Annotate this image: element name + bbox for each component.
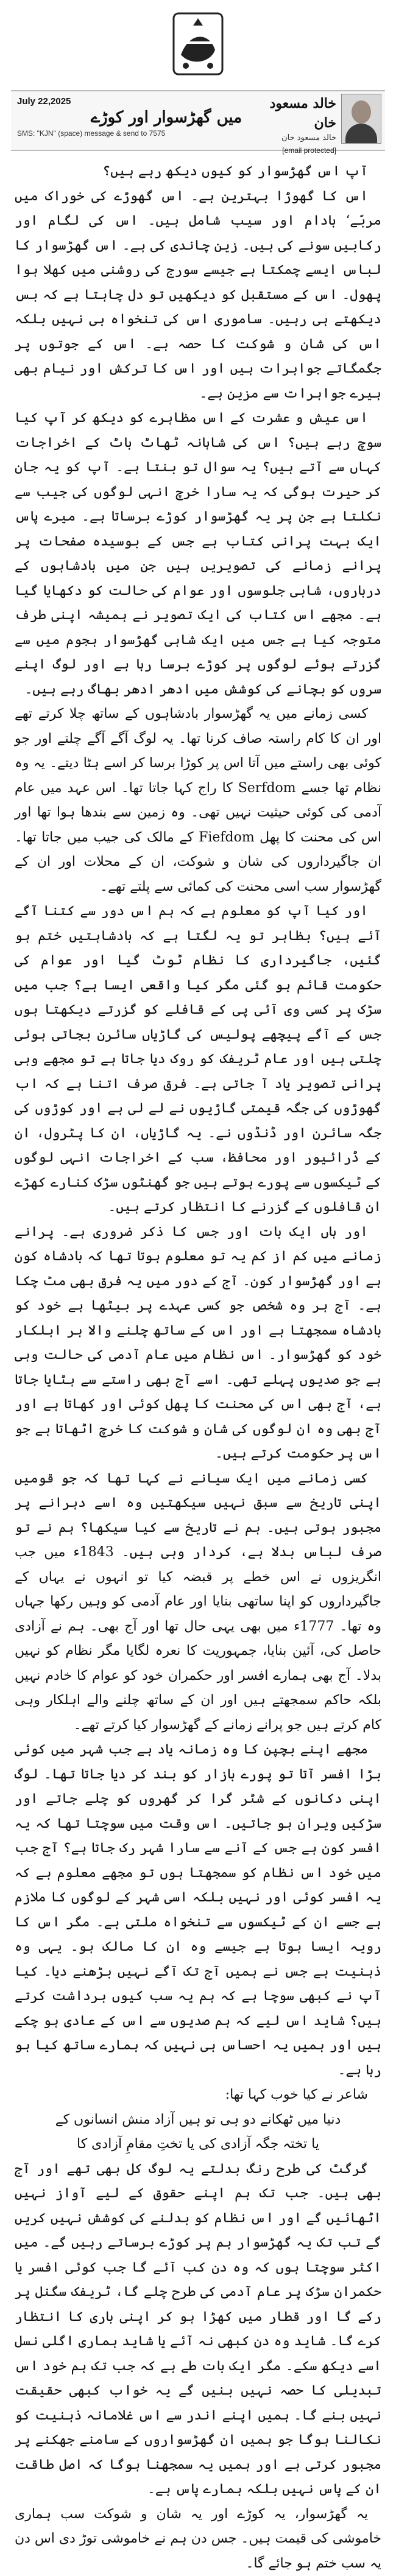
poem-verse-line: یا تختہ جگہ آزادی کی یا تختِ مقامِ آزادی کا <box>15 2132 381 2157</box>
article-paragraph: اور ہاں ایک بات اور جس کا ذکر ضروری ہے۔ پرانے زمانے میں کم از کم یہ تو معلوم ہوتا تھا کہ بادشاہ کون ہے اور گھڑسوار کون۔ آج کے دور میں یہ فرق بھی مٹ چکا ہے۔ آج ہر وہ شخص جو کسی عہدے پر بیٹھا ہے خود کو بادشاہ سمجھتا ہے اور اس کے ساتھ چلنے والا ہر اہلکار خود کو گھڑسوار۔ اس نظام میں عام آدمی کی حالت وہی ہے جو صدیوں پہلے تھی۔ اسے آج بھی راستے سے ہٹایا جاتا ہے، آج بھی اس کی محنت کا پھل کوئی اور کھاتا ہے اور آج بھی وہ ان لوگوں کی شان و شوکت کا خرچ اٹھاتا ہے جو اس پر حکومت کرتے ہیں۔ <box>15 1220 381 1467</box>
poem-verse-line: دنیا میں ٹھکانے دو ہی تو ہیں آزاد منش انسانوں کے <box>15 2108 381 2133</box>
article-paragraph: آپ اس گھڑسوار کو کیوں دیکھ رہے ہیں؟ <box>15 160 381 184</box>
article-paragraph: یہ گھڑسوار، یہ کوڑے اور یہ شان و شوکت سب ہماری خاموشی کی قیمت ہیں۔ جس دن ہم نے خاموشی توڑ دی اس دن یہ سب ختم ہو جائے گا۔ <box>15 2502 381 2576</box>
publish-date: July 22,2025 <box>17 96 71 107</box>
article-paragraph: کسی زمانے میں یہ گھڑسوار بادشاہوں کے ساتھ چلا کرتے تھے اور ان کا کام راستہ صاف کرنا تھا۔ یہ لوگ آگے آگے چلتے اور جو کوئی بھی راستے میں آتا اس پر کوڑا برسا کر اسے ہٹا دیتے۔ یہ وہ نظام تھا جسے Serfdom کا راج کہا جاتا تھا۔ اس عہد میں عام آدمی کی کوئی حیثیت نہیں تھی۔ وہ زمین سے بندھا ہوا تھا اور اس کی محنت کا پھل Fiefdom کے مالک کی جیب میں جاتا تھا۔ ان جاگیرداروں کی شان و شوکت، ان کے محلات اور ان کے گھڑسوار سب اسی محنت کی کمائی سے پلتے تھے۔ <box>15 702 381 899</box>
article-paragraph: اس کا گھوڑا بہترین ہے۔ اس گھوڑے کی خوراک میں مربّے‘ بادام اور سیب شامل ہیں۔ اس کی لگام اور رکابیں سونے کی ہیں۔ زین چاندی کی ہے۔ اس گھڑسوار کا لباس ایسے چمکتا ہے جیسے سورج کی روشنی میں کھلا ہوا پھول۔ اس کے مستقبل کو دیکھیں تو دل چاہتا ہے کہ بس دیکھتے ہی رہیں۔ ساموری اس کی تنخواہ ہی نہیں بلکہ اس کی شان و شوکت کا حصہ ہے۔ اس کے جوتوں پر جگمگاتے جواہرات ہیں اور اس کا ترکش اور نیام بھی ہیرے جواہرات سے مزین ہے۔ <box>15 184 381 407</box>
column-title: میں گھڑسوار اور کوڑے <box>90 108 242 127</box>
author-photo <box>341 94 381 144</box>
author-name: خالد مسعود خان <box>247 94 336 133</box>
author-meta <box>247 94 336 155</box>
article-paragraph: مجھے اپنے بچپن کا وہ زمانہ یاد ہے جب شہر میں کوئی بڑا افسر آتا تو پورے بازار کو بند کر دیا جاتا تھا۔ لوگ اپنی دکانوں کے شٹر گرا کر گھروں کو چلے جاتے اور سڑکیں ویران ہو جاتیں۔ اس وقت میں سوچتا تھا کہ یہ افسر کون ہے جس کے آنے سے سارا شہر رک جاتا ہے؟ آج جب میں خود اس نظام کو سمجھتا ہوں تو مجھے معلوم ہے کہ یہ افسر کوئی اور نہیں بلکہ اسی شہر کے لوگوں کا ملازم ہے جسے ان کے ٹیکسوں سے تنخواہ ملتی ہے۔ مگر اس کا رویہ ایسا ہوتا ہے جیسے وہ ان کا مالک ہو۔ یہی وہ ذہنیت ہے جس نے ہمیں آج تک آگے نہیں بڑھنے دیا۔ کیا آپ نے کبھی سوچا ہے کہ ہم یہ سب کیوں برداشت کرتے ہیں؟ شاید اس لیے کہ ہم صدیوں سے اس کے عادی ہو چکے ہیں اور ہمیں یہ احساس ہی نہیں کہ ہمارے ساتھ کیا ہو رہا ہے۔ <box>15 1738 381 2083</box>
article-paragraph: کسی زمانے میں ایک سیانے نے کہا تھا کہ جو قومیں اپنی تاریخ سے سبق نہیں سیکھتیں وہ اسے دہرانے پر مجبور ہوتی ہیں۔ ہم نے تاریخ سے کیا سیکھا؟ ہم نے تو صرف لباس بدلا ہے، کردار وہی ہیں۔ 1843ء میں جب انگریزوں نے اس خطے پر قبضہ کیا تو انہوں نے یہاں کے جاگیرداروں کو اپنا ساتھی بنایا اور عام آدمی کو وہیں رکھا جہاں وہ تھا۔ 1777ء میں بھی یہی حال تھا اور آج بھی۔ ہم نے آزادی حاصل کی، آئین بنایا، جمہوریت کا نعرہ لگایا مگر نظام کو نہیں بدلا۔ آج بھی ہمارے افسر اور حکمران خود کو عوام کا خادم نہیں بلکہ حاکم سمجھتے ہیں اور ان کے ساتھ چلنے والے اہلکار وہی کام کرتے ہیں جو پرانے زمانے کے گھڑسوار کیا کرتے تھے۔ <box>15 1467 381 1738</box>
masthead <box>0 0 396 91</box>
dunya-logo-icon <box>131 7 265 80</box>
article-body <box>15 160 381 2576</box>
newspaper-logo <box>122 4 274 84</box>
sms-instructions: SMS: "KJN" (space) message & send to 7575 <box>17 129 165 138</box>
author-subtitle: خالد مسعود خان <box>247 133 336 144</box>
article-paragraph: اور کیا آپ کو معلوم ہے کہ ہم اس دور سے کتنا آگے آئے ہیں؟ بظاہر تو یہ لگتا ہے کہ بادشاہتیں ختم ہو گئیں، جاگیرداری کا نظام ٹوٹ گیا اور عوام کی حکومت قائم ہو گئی مگر کیا واقعی ایسا ہے؟ جب میں سڑک پر کسی وی آئی پی کے قافلے کو گزرتے دیکھتا ہوں جس کے آگے پیچھے پولیس کی گاڑیاں سائرن بجاتی ہوئی چلتی ہیں اور عام ٹریفک کو روک دیا جاتا ہے تو مجھے وہی پرانی تصویر یاد آ جاتی ہے۔ فرق صرف اتنا ہے کہ اب گھوڑوں کی جگہ قیمتی گاڑیوں نے لے لی ہے اور کوڑوں کی جگہ سائرن اور ڈنڈوں نے۔ یہ گاڑیاں، ان کا پٹرول، ان کے ڈرائیور اور محافظ، سب کے اخراجات انہی لوگوں کے ٹیکسوں سے پورے ہوتے ہیں جو گھنٹوں سڑک کنارے کھڑے ان قافلوں کے گزرنے کا انتظار کرتے ہیں۔ <box>15 899 381 1220</box>
article-paragraph: اس عیش و عشرت کے اس مظاہرے کو دیکھ کر آپ کیا سوچ رہے ہیں؟ اس کی شاہانہ ٹھاٹ باٹ کے اخراجات کہاں سے آتے ہیں؟ یہ سوال تو بنتا ہے۔ آپ کو یہ جان کر حیرت ہوگی کہ یہ سارا خرچ انہی لوگوں کی جیب سے نکلتا ہے جن پر یہ گھڑسوار کوڑے برساتا ہے۔ میرے پاس ایک بہت پرانی کتاب ہے جس کے بوسیدہ صفحات پر پرانے زمانے کی تصویریں ہیں جن میں بادشاہوں کے درباروں، شاہی جلوسوں اور عوام کی حالت کو دکھایا گیا ہے۔ مجھے اس کتاب کی ایک تصویر نے ہمیشہ اپنی طرف متوجہ کیا ہے جس میں ایک شاہی گھڑسوار ہجوم میں سے گزرتے ہوئے لوگوں پر کوڑے برسا رہا ہے اور لوگ اپنے سروں کو بچانے کی کوشش میں ادھر ادھر بھاگ رہے ہیں۔ <box>15 406 381 702</box>
column-header <box>11 90 385 151</box>
author-box <box>247 94 381 146</box>
author-email[interactable]: [email protected] <box>247 146 336 155</box>
article-paragraph: گرگٹ کی طرح رنگ بدلتے یہ لوگ کل بھی تھے اور آج بھی ہیں۔ جب تک ہم اپنے حقوق کے لیے آواز نہیں اٹھائیں گے اور اس نظام کو بدلنے کی کوشش نہیں کریں گے تب تک یہ گھڑسوار ہم پر کوڑے برساتے رہیں گے۔ میں اکثر سوچتا ہوں کہ وہ دن کب آئے گا جب کوئی افسر یا حکمران سڑک پر عام آدمی کی طرح چلے گا، ٹریفک سگنل پر رکے گا اور قطار میں کھڑا ہو کر اپنی باری کا انتظار کرے گا۔ شاید وہ دن کبھی نہ آئے یا شاید ہماری اگلی نسل اسے دیکھ سکے۔ مگر ایک بات طے ہے کہ جب تک ہم خود اس تبدیلی کا حصہ نہیں بنیں گے یہ خواب کبھی حقیقت نہیں بنے گا۔ ہمیں اپنے اندر سے اس غلامانہ ذہنیت کو نکالنا ہوگا جو ہمیں ان گھڑسواروں کے سامنے جھکنے پر مجبور کرتی ہے اور ہمیں یہ سمجھنا ہوگا کہ اصل طاقت ان کے پاس نہیں بلکہ ہمارے پاس ہے۔ <box>15 2157 381 2502</box>
poem-intro: شاعر نے کیا خوب کہا تھا: <box>15 2083 381 2108</box>
